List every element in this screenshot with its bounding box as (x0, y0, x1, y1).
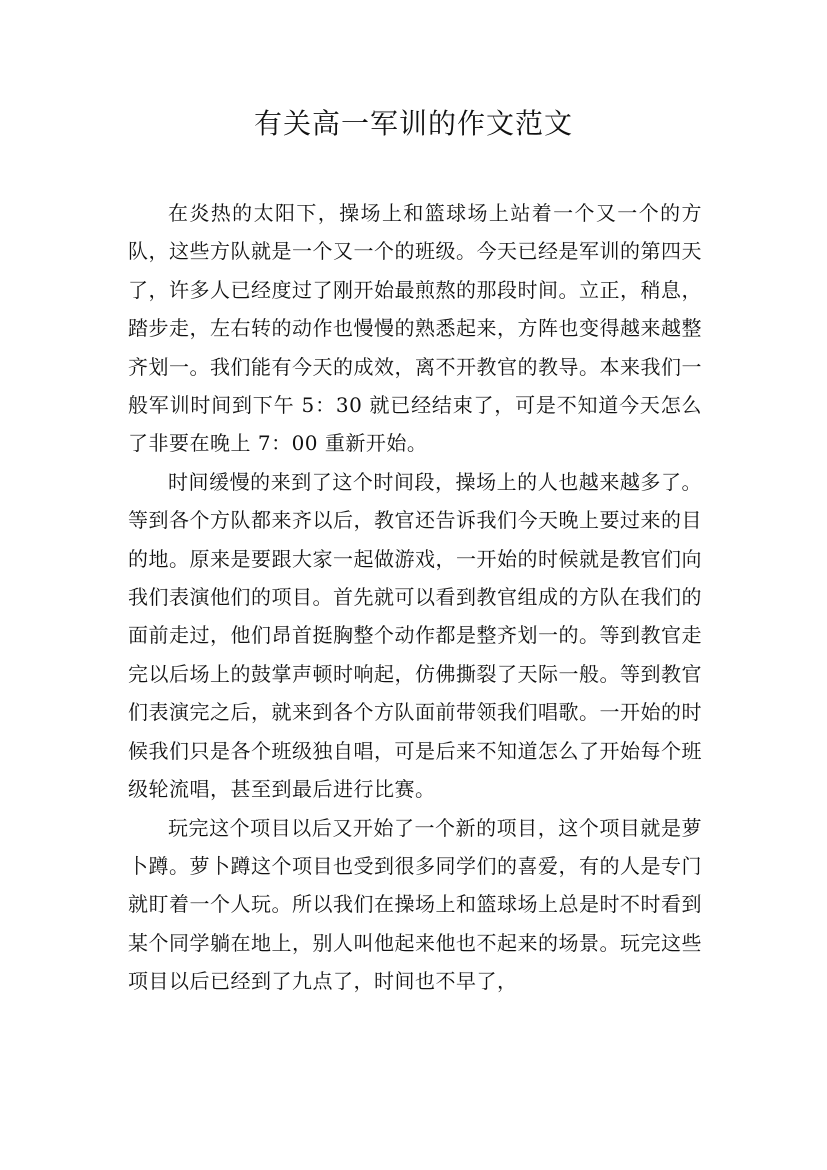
paragraph: 玩完这个项目以后又开始了一个新的项目，这个项目就是萝卜蹲。萝卜蹲这个项目也受到很多同学们的喜爱，有的人是专门就盯着一个人玩。所以我们在操场上和篮球场上总是时不时看到某个同学躺在地上，别人叫他起来他也不起来的场景。玩完这些项目以后已经到了九点了，时间也不早了， (128, 815, 702, 994)
paragraph: 在炎热的太阳下，操场上和篮球场上站着一个又一个的方队，这些方队就是一个又一个的班级。今天已经是军训的第四天了，许多人已经度过了刚开始最煎熬的那段时间。立正，稍息，踏步走，左右转的动作也慢慢的熟悉起来，方阵也变得越来越整齐划一。我们能有今天的成效，离不开教官的教导。本来我们一般军训时间到下午 5：30 就已经结束了，可是不知道今天怎么了非要在晚上 7：00 重新开始。 (128, 201, 702, 456)
document-body (128, 194, 702, 1001)
document-title: 有关高一军训的作文范文 (253, 107, 573, 140)
paragraph: 时间缓慢的来到了这个时间段，操场上的人也越来越多了。等到各个方队都来齐以后，教官还告诉我们今天晚上要过来的目的地。原来是要跟大家一起做游戏，一开始的时候就是教官们向我们表演他们的项目。首先就可以看到教官组成的方队在我们的面前走过，他们昂首挺胸整个动作都是整齐划一的。等到教官走完以后场上的鼓掌声顿时响起，仿佛撕裂了天际一般。等到教官们表演完之后，就来到各个方队面前带领我们唱歌。一开始的时候我们只是各个班级独自唱，可是后来不知道怎么了开始每个班级轮流唱，甚至到最后进行比赛。 (128, 469, 702, 802)
